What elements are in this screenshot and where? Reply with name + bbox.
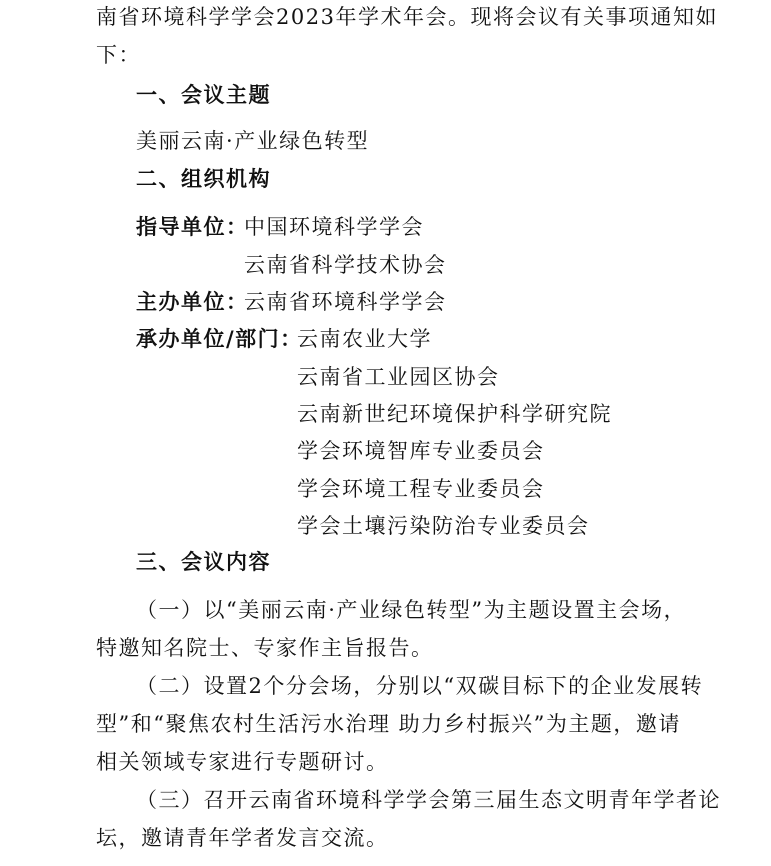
section-heading-organization: 二、组织机构 [136, 166, 271, 191]
intro-line-2: 下： [96, 43, 141, 67]
organizer-unit-label: 承办单位/部门： [136, 326, 303, 351]
guidance-unit-label: 指导单位： [136, 214, 249, 239]
organizer-unit: 学会环境智库专业委员会 [297, 439, 545, 463]
meeting-theme: 美丽云南·产业绿色转型 [136, 129, 370, 153]
organizer-unit: 学会土壤污染防治专业委员会 [297, 514, 590, 538]
content-item-1-line-1: （一）以“美丽云南·产业绿色转型”为主题设置主会场， [136, 598, 687, 622]
section-heading-content: 三、会议内容 [136, 549, 271, 574]
content-item-1-line-2: 特邀知名院士、专家作主旨报告。 [96, 636, 434, 660]
content-item-3-line-1: （三）召开云南省环境科学学会第三届生态文明青年学者论 [136, 788, 721, 812]
section-heading-theme: 一、会议主题 [136, 82, 271, 107]
organizer-unit: 云南农业大学 [297, 327, 432, 351]
organizer-unit: 云南新世纪环境保护科学研究院 [297, 402, 612, 426]
host-unit: 云南省环境科学学会 [244, 290, 447, 314]
content-item-2-line-1: （二）设置2个分会场，分别以“双碳目标下的企业发展转 [136, 674, 704, 698]
content-item-2-line-3: 相关领域专家进行专题研讨。 [96, 750, 389, 774]
content-item-3-line-2: 坛，邀请青年学者发言交流。 [96, 826, 389, 850]
organizer-unit: 学会环境工程专业委员会 [297, 477, 545, 501]
host-unit-label: 主办单位： [136, 289, 249, 314]
intro-line-1: 南省环境科学学会2023年学术年会。现将会议有关事项通知如 [96, 5, 718, 29]
content-item-2-line-2: 型”和“聚焦农村生活污水治理 助力乡村振兴”为主题，邀请 [96, 712, 681, 736]
guidance-unit: 云南省科学技术协会 [244, 253, 447, 277]
guidance-unit: 中国环境科学学会 [244, 215, 424, 239]
organizer-unit: 云南省工业园区协会 [297, 365, 500, 389]
